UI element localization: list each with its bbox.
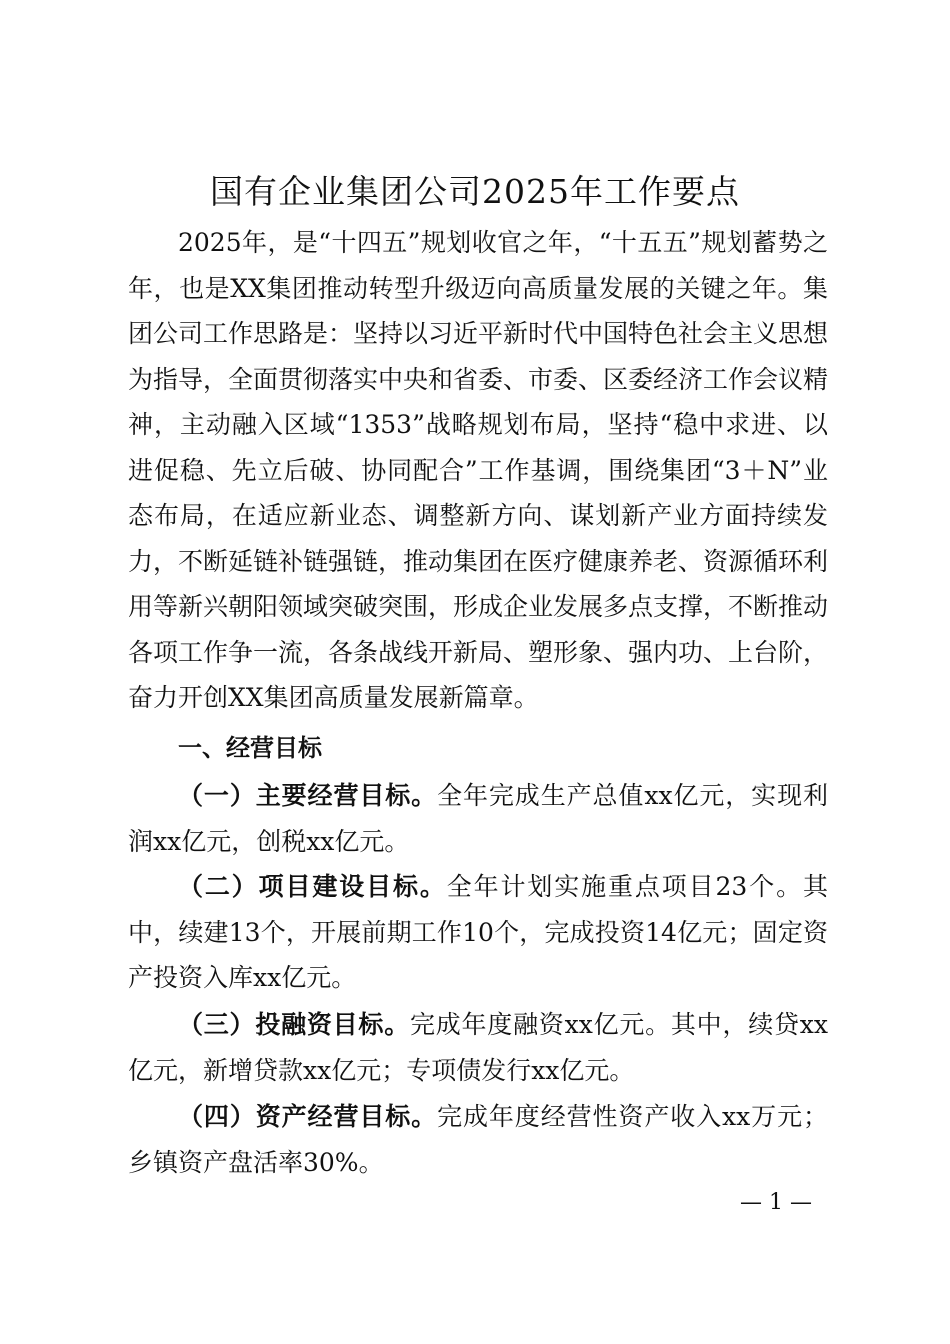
goal-4-lead: （四）资产经营目标。 <box>178 1102 438 1131</box>
goal-4-text: 完成年度经营性资产收入xx万元；乡镇资产盘活率30%。 <box>128 1102 828 1177</box>
section-heading: 一、经营目标 <box>178 734 322 762</box>
goal-3-lead: （三）投融资目标。 <box>178 1010 410 1039</box>
intro-paragraph: 2025年，是“十四五”规划收官之年，“十五五”规划蓄势之年，也是XX集团推动转型升级迈向高质量发展的关键之年。集团公司工作思路是：坚持以习近平新时代中国特色社会主义思想为指导，全面贯彻落实中央和省委、市委、区委经济工作会议精神，主动融入区域“1353”战略规划布局，坚持“稳中求进、以进促稳、先立后破、协同配合”工作基调，围绕集团“3＋N”业态布局，在适应新业态、调整新方向、谋划新产业方面持续发力，不断延链补链强链，推动集团在医疗健康养老、资源循环利用等新兴朝阳领域突破突围，形成企业发展多点支撑，不断推动各项工作争一流，各条战线开新局、塑形象、强内功、上台阶，奋力开创XX集团高质量发展新篇章。 <box>128 228 829 712</box>
goal-1-lead: （一）主要经营目标。 <box>178 781 438 810</box>
goal-paragraph-2 <box>128 864 828 1001</box>
document-title: 国有企业集团公司2025年工作要点 <box>210 172 740 211</box>
goal-3-text: 完成年度融资xx亿元。其中，续贷xx亿元，新增贷款xx亿元；专项债发行xx亿元。 <box>128 1010 828 1085</box>
goal-paragraph-1 <box>128 773 828 864</box>
goal-paragraph-4 <box>128 1094 828 1185</box>
goal-2-text: 全年计划实施重点项目23个。其中，续建13个，开展前期工作10个，完成投资14亿元；固定资产投资入库xx亿元。 <box>128 872 828 992</box>
goal-2-lead: （二）项目建设目标。 <box>178 872 447 901</box>
goal-1-text: 全年完成生产总值xx亿元，实现利润xx亿元，创税xx亿元。 <box>128 781 828 856</box>
page-number: — 1 — <box>740 1190 812 1215</box>
goal-paragraph-3 <box>128 1002 828 1093</box>
